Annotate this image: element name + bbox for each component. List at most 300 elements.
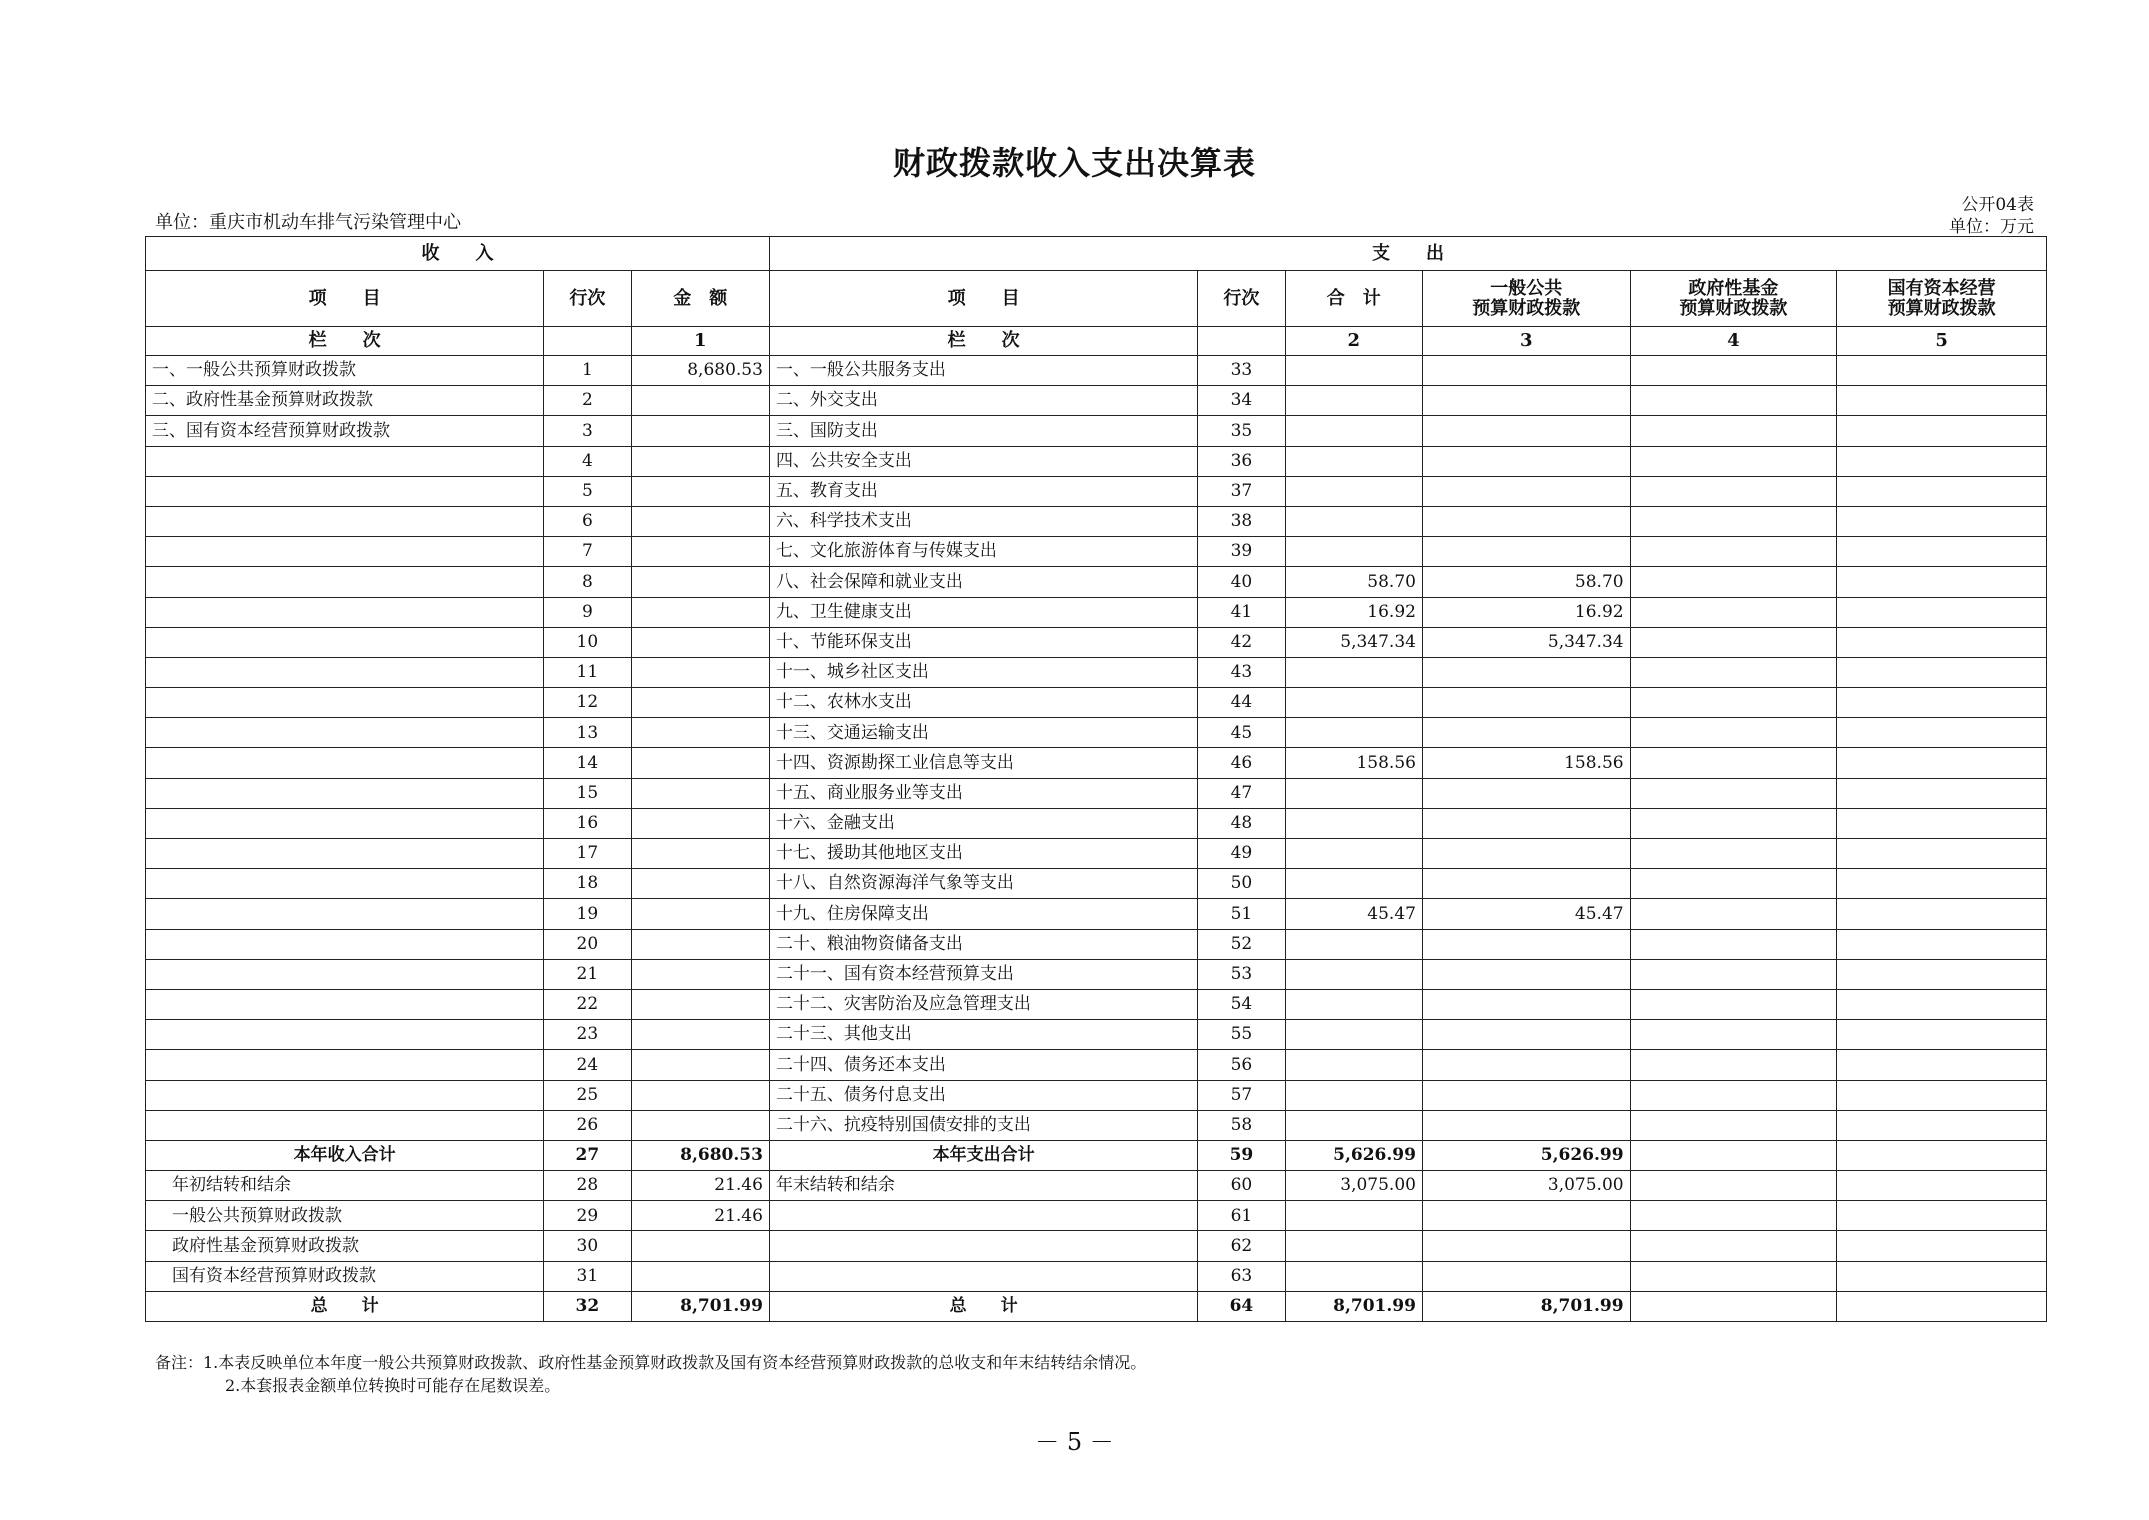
col-number-4: 4 [1630, 327, 1837, 356]
table-row [146, 1050, 2047, 1080]
expense-general-public-cell [1422, 808, 1630, 838]
expense-gov-fund-cell [1630, 356, 1837, 386]
table-row [146, 537, 2047, 567]
expense-total-cell [1285, 778, 1422, 808]
expense-item-header: 项 目 [769, 271, 1197, 327]
col-number-1: 1 [631, 327, 769, 356]
income-header: 收 入 [146, 237, 770, 271]
expense-rowno-cell: 39 [1198, 537, 1285, 567]
income-item-cell [146, 567, 544, 597]
expense-gov-fund-cell [1630, 1050, 1837, 1080]
general-public-header-text: 一般公共 预算财政拨款 [1472, 277, 1581, 319]
income-amount-header: 金 额 [631, 271, 769, 327]
income-amount-cell: 8,680.53 [631, 1140, 769, 1170]
expense-rowno-cell: 34 [1198, 386, 1285, 416]
expense-state-capital-cell [1837, 778, 2047, 808]
expense-rowno-cell: 43 [1198, 657, 1285, 687]
income-amount-cell [631, 627, 769, 657]
expense-general-public-cell [1422, 537, 1630, 567]
expense-total-cell [1285, 1080, 1422, 1110]
expense-state-capital-cell [1837, 1231, 2047, 1261]
expense-state-capital-cell [1837, 476, 2047, 506]
expense-item-cell: 总 计 [769, 1291, 1197, 1321]
expense-general-public-cell [1422, 386, 1630, 416]
income-rowno-cell: 15 [544, 778, 631, 808]
income-item-cell: 本年收入合计 [146, 1140, 544, 1170]
income-rowno-cell: 23 [544, 1020, 631, 1050]
table-row [146, 688, 2047, 718]
income-item-cell [146, 1050, 544, 1080]
expense-rowno-header: 行次 [1198, 271, 1285, 327]
expense-general-public-cell: 8,701.99 [1422, 1291, 1630, 1321]
expense-item-cell: 六、科学技术支出 [769, 506, 1197, 536]
expense-gov-fund-cell [1630, 386, 1837, 416]
expense-item-cell: 年末结转和结余 [769, 1171, 1197, 1201]
expense-rowno-cell: 42 [1198, 627, 1285, 657]
income-rowno-cell: 1 [544, 356, 631, 386]
expense-rowno-cell: 64 [1198, 1291, 1285, 1321]
expense-gov-fund-cell [1630, 688, 1837, 718]
expense-item-cell: 十一、城乡社区支出 [769, 657, 1197, 687]
income-rowno-cell: 8 [544, 567, 631, 597]
expense-rowno-cell: 57 [1198, 1080, 1285, 1110]
expense-total-cell [1285, 808, 1422, 838]
expense-header: 支 出 [769, 237, 2046, 271]
expense-gov-fund-cell [1630, 1261, 1837, 1291]
expense-item-cell: 十八、自然资源海洋气象等支出 [769, 869, 1197, 899]
income-item-cell [146, 778, 544, 808]
income-amount-cell: 21.46 [631, 1201, 769, 1231]
expense-gov-fund-cell [1630, 718, 1837, 748]
expense-total-cell: 45.47 [1285, 899, 1422, 929]
expense-rowno-cell: 33 [1198, 356, 1285, 386]
expense-general-public-cell [1422, 989, 1630, 1019]
expense-col-blank [1198, 327, 1285, 356]
expense-item-cell: 十三、交通运输支出 [769, 718, 1197, 748]
income-amount-cell [631, 446, 769, 476]
expense-general-public-cell [1422, 959, 1630, 989]
carry-row [146, 1231, 2047, 1261]
expense-rowno-cell: 50 [1198, 869, 1285, 899]
expense-state-capital-cell [1837, 808, 2047, 838]
income-item-cell: 一、一般公共预算财政拨款 [146, 356, 544, 386]
expense-item-cell: 四、公共安全支出 [769, 446, 1197, 476]
expense-item-cell: 十七、援助其他地区支出 [769, 839, 1197, 869]
header-row-section [146, 237, 2047, 271]
expense-rowno-cell: 62 [1198, 1231, 1285, 1261]
expense-general-public-cell [1422, 356, 1630, 386]
expense-general-public-cell [1422, 476, 1630, 506]
expense-rowno-cell: 44 [1198, 688, 1285, 718]
expense-general-public-cell [1422, 688, 1630, 718]
income-rowno-cell: 29 [544, 1201, 631, 1231]
income-rowno-cell: 24 [544, 1050, 631, 1080]
expense-state-capital-cell [1837, 1140, 2047, 1170]
income-amount-cell [631, 899, 769, 929]
finance-table [145, 236, 2047, 1322]
expense-gov-fund-cell [1630, 537, 1837, 567]
income-rowno-cell: 20 [544, 929, 631, 959]
expense-state-capital-cell [1837, 356, 2047, 386]
expense-gov-fund-cell [1630, 1140, 1837, 1170]
expense-total-cell [1285, 506, 1422, 536]
expense-gov-fund-cell [1630, 416, 1837, 446]
income-item-cell: 二、政府性基金预算财政拨款 [146, 386, 544, 416]
income-amount-cell [631, 989, 769, 1019]
income-item-cell [146, 1020, 544, 1050]
expense-total-header: 合 计 [1285, 271, 1422, 327]
table-row [146, 989, 2047, 1019]
table-row [146, 869, 2047, 899]
expense-rowno-cell: 40 [1198, 567, 1285, 597]
expense-rowno-cell: 58 [1198, 1110, 1285, 1140]
expense-total-cell [1285, 718, 1422, 748]
expense-state-capital-cell [1837, 657, 2047, 687]
expense-state-capital-cell [1837, 748, 2047, 778]
income-rowno-cell: 31 [544, 1261, 631, 1291]
expense-rowno-cell: 54 [1198, 989, 1285, 1019]
income-rowno-cell: 6 [544, 506, 631, 536]
income-amount-cell [631, 1020, 769, 1050]
expense-state-capital-cell [1837, 1171, 2047, 1201]
page-number: － 5 － [1035, 1428, 1114, 1456]
income-item-cell [146, 537, 544, 567]
expense-rowno-cell: 35 [1198, 416, 1285, 446]
income-rowno-cell: 16 [544, 808, 631, 838]
income-item-cell [146, 597, 544, 627]
expense-total-cell [1285, 1201, 1422, 1231]
expense-general-public-cell [1422, 1080, 1630, 1110]
expense-total-cell [1285, 386, 1422, 416]
income-item-cell [146, 506, 544, 536]
expense-gov-fund-cell [1630, 1291, 1837, 1321]
table-row [146, 597, 2047, 627]
income-rowno-cell: 3 [544, 416, 631, 446]
expense-general-public-cell [1422, 1020, 1630, 1050]
note-2: 2.本套报表金额单位转换时可能存在尾数误差。 [225, 1376, 561, 1396]
table-row [146, 718, 2047, 748]
expense-general-public-cell [1422, 929, 1630, 959]
income-rowno-cell: 11 [544, 657, 631, 687]
table-row [146, 627, 2047, 657]
expense-gov-fund-cell [1630, 657, 1837, 687]
income-amount-cell [631, 1110, 769, 1140]
gov-fund-header-text: 政府性基金 预算财政拨款 [1679, 277, 1788, 319]
expense-state-capital-cell [1837, 1020, 2047, 1050]
income-rowno-header: 行次 [544, 271, 631, 327]
expense-rowno-cell: 51 [1198, 899, 1285, 929]
state-capital-header-text: 国有资本经营 预算财政拨款 [1887, 277, 1996, 319]
expense-gov-fund-cell [1630, 1231, 1837, 1261]
income-rowno-cell: 32 [544, 1291, 631, 1321]
expense-rowno-cell: 55 [1198, 1020, 1285, 1050]
expense-general-public-cell [1422, 416, 1630, 446]
table-row [146, 506, 2047, 536]
expense-total-cell [1285, 416, 1422, 446]
income-amount-cell [631, 416, 769, 446]
income-amount-cell [631, 1261, 769, 1291]
expense-gov-fund-cell [1630, 748, 1837, 778]
expense-general-public-cell [1422, 869, 1630, 899]
expense-total-cell [1285, 869, 1422, 899]
notes [155, 1351, 1146, 1397]
expense-general-public-cell: 5,347.34 [1422, 627, 1630, 657]
expense-gov-fund-cell [1630, 1080, 1837, 1110]
expense-total-cell [1285, 688, 1422, 718]
expense-total-cell: 16.92 [1285, 597, 1422, 627]
income-rowno-cell: 17 [544, 839, 631, 869]
report-title: 财政拨款收入支出决算表 [892, 144, 1256, 182]
subtotal-row [146, 1140, 2047, 1170]
expense-item-cell: 十五、商业服务业等支出 [769, 778, 1197, 808]
expense-item-cell: 本年支出合计 [769, 1140, 1197, 1170]
income-item-header: 项 目 [146, 271, 544, 327]
expense-item-cell: 二十二、灾害防治及应急管理支出 [769, 989, 1197, 1019]
header-row-colnums [146, 327, 2047, 356]
expense-state-capital-cell [1837, 839, 2047, 869]
income-item-cell [146, 627, 544, 657]
income-rowno-cell: 22 [544, 989, 631, 1019]
table-row [146, 748, 2047, 778]
expense-state-capital-cell [1837, 506, 2047, 536]
expense-general-public-cell: 158.56 [1422, 748, 1630, 778]
expense-gov-fund-cell [1630, 567, 1837, 597]
expense-item-cell: 八、社会保障和就业支出 [769, 567, 1197, 597]
expense-rowno-cell: 52 [1198, 929, 1285, 959]
income-item-cell: 三、国有资本经营预算财政拨款 [146, 416, 544, 446]
expense-item-cell: 二十四、债务还本支出 [769, 1050, 1197, 1080]
expense-gov-fund-cell [1630, 989, 1837, 1019]
expense-general-public-cell: 45.47 [1422, 899, 1630, 929]
expense-gov-fund-cell [1630, 839, 1837, 869]
expense-state-capital-cell [1837, 869, 2047, 899]
expense-item-cell [769, 1231, 1197, 1261]
expense-item-cell: 十、节能环保支出 [769, 627, 1197, 657]
expense-item-cell: 二十、粮油物资储备支出 [769, 929, 1197, 959]
expense-rowno-cell: 48 [1198, 808, 1285, 838]
income-rowno-cell: 2 [544, 386, 631, 416]
expense-state-capital-cell [1837, 1050, 2047, 1080]
expense-rowno-cell: 56 [1198, 1050, 1285, 1080]
table-row [146, 386, 2047, 416]
expense-general-public-cell [1422, 1231, 1630, 1261]
expense-state-capital-cell [1837, 597, 2047, 627]
expense-total-cell [1285, 1020, 1422, 1050]
expense-general-public-cell [1422, 718, 1630, 748]
expense-item-cell: 二十一、国有资本经营预算支出 [769, 959, 1197, 989]
expense-gov-fund-cell [1630, 1110, 1837, 1140]
income-amount-cell [631, 1080, 769, 1110]
expense-rowno-cell: 45 [1198, 718, 1285, 748]
expense-gov-fund-cell [1630, 778, 1837, 808]
expense-item-cell: 五、教育支出 [769, 476, 1197, 506]
expense-state-capital-cell [1837, 537, 2047, 567]
expense-general-public-cell: 5,626.99 [1422, 1140, 1630, 1170]
income-rowno-cell: 7 [544, 537, 631, 567]
income-item-cell [146, 446, 544, 476]
grand-total-row [146, 1291, 2047, 1321]
note-1: 备注：1.本表反映单位本年度一般公共预算财政拨款、政府性基金预算财政拨款及国有资本经营预算财政拨款的总收支和年末结转结余情况。 [155, 1353, 1147, 1372]
expense-total-cell [1285, 446, 1422, 476]
income-rowno-cell: 18 [544, 869, 631, 899]
form-code: 公开04表 [1961, 195, 2034, 215]
table-row [146, 1110, 2047, 1140]
expense-general-public-cell [1422, 657, 1630, 687]
expense-state-capital-cell [1837, 1261, 2047, 1291]
expense-general-public-cell [1422, 1261, 1630, 1291]
expense-item-cell: 二、外交支出 [769, 386, 1197, 416]
expense-rowno-cell: 61 [1198, 1201, 1285, 1231]
income-amount-cell: 8,680.53 [631, 356, 769, 386]
expense-rowno-cell: 59 [1198, 1140, 1285, 1170]
table-row [146, 657, 2047, 687]
income-amount-cell [631, 778, 769, 808]
expense-general-public-cell: 16.92 [1422, 597, 1630, 627]
income-col-label: 栏 次 [146, 327, 544, 356]
income-amount-cell [631, 537, 769, 567]
col-number-2: 2 [1285, 327, 1422, 356]
table-row [146, 1080, 2047, 1110]
header-row-columns [146, 271, 2047, 327]
income-rowno-cell: 19 [544, 899, 631, 929]
expense-total-cell [1285, 1231, 1422, 1261]
income-item-cell: 一般公共预算财政拨款 [146, 1201, 544, 1231]
expense-state-capital-cell [1837, 989, 2047, 1019]
expense-state-capital-cell [1837, 1080, 2047, 1110]
income-amount-cell [631, 567, 769, 597]
expense-item-cell: 一、一般公共服务支出 [769, 356, 1197, 386]
expense-state-capital-cell [1837, 446, 2047, 476]
expense-gov-fund-cell [1630, 929, 1837, 959]
state-capital-header [1837, 271, 2047, 327]
expense-general-public-cell [1422, 1201, 1630, 1231]
expense-item-cell: 十六、金融支出 [769, 808, 1197, 838]
income-amount-cell [631, 506, 769, 536]
expense-state-capital-cell [1837, 688, 2047, 718]
expense-total-cell: 5,626.99 [1285, 1140, 1422, 1170]
expense-state-capital-cell [1837, 899, 2047, 929]
expense-state-capital-cell [1837, 1110, 2047, 1140]
expense-gov-fund-cell [1630, 446, 1837, 476]
income-rowno-cell: 25 [544, 1080, 631, 1110]
expense-general-public-cell: 3,075.00 [1422, 1171, 1630, 1201]
income-item-cell: 国有资本经营预算财政拨款 [146, 1261, 544, 1291]
expense-total-cell [1285, 839, 1422, 869]
income-item-cell [146, 869, 544, 899]
table-row [146, 959, 2047, 989]
expense-rowno-cell: 46 [1198, 748, 1285, 778]
expense-item-cell: 十九、住房保障支出 [769, 899, 1197, 929]
income-amount-cell: 8,701.99 [631, 1291, 769, 1321]
income-rowno-cell: 27 [544, 1140, 631, 1170]
expense-rowno-cell: 36 [1198, 446, 1285, 476]
income-amount-cell [631, 718, 769, 748]
income-rowno-cell: 21 [544, 959, 631, 989]
table-row [146, 929, 2047, 959]
table-row [146, 839, 2047, 869]
expense-general-public-cell [1422, 778, 1630, 808]
income-item-cell [146, 959, 544, 989]
income-amount-cell [631, 1231, 769, 1261]
income-item-cell: 年初结转和结余 [146, 1171, 544, 1201]
expense-state-capital-cell [1837, 567, 2047, 597]
income-rowno-cell: 26 [544, 1110, 631, 1140]
income-item-cell [146, 929, 544, 959]
expense-item-cell [769, 1261, 1197, 1291]
income-item-cell [146, 476, 544, 506]
income-amount-cell [631, 476, 769, 506]
expense-rowno-cell: 60 [1198, 1171, 1285, 1201]
income-amount-cell [631, 386, 769, 416]
expense-general-public-cell [1422, 446, 1630, 476]
income-amount-cell [631, 959, 769, 989]
expense-total-cell [1285, 1110, 1422, 1140]
table-row [146, 1020, 2047, 1050]
table-row [146, 476, 2047, 506]
expense-gov-fund-cell [1630, 506, 1837, 536]
expense-total-cell: 158.56 [1285, 748, 1422, 778]
expense-gov-fund-cell [1630, 1020, 1837, 1050]
income-amount-cell [631, 929, 769, 959]
expense-state-capital-cell [1837, 929, 2047, 959]
income-item-cell [146, 839, 544, 869]
table-row [146, 416, 2047, 446]
income-item-cell: 政府性基金预算财政拨款 [146, 1231, 544, 1261]
expense-rowno-cell: 63 [1198, 1261, 1285, 1291]
expense-total-cell: 58.70 [1285, 567, 1422, 597]
expense-col-label: 栏 次 [769, 327, 1197, 356]
income-rowno-cell: 12 [544, 688, 631, 718]
income-amount-cell [631, 869, 769, 899]
income-rowno-cell: 30 [544, 1231, 631, 1261]
expense-gov-fund-cell [1630, 597, 1837, 627]
income-item-cell [146, 718, 544, 748]
expense-total-cell [1285, 989, 1422, 1019]
expense-item-cell: 九、卫生健康支出 [769, 597, 1197, 627]
expense-rowno-cell: 37 [1198, 476, 1285, 506]
expense-state-capital-cell [1837, 627, 2047, 657]
currency-unit: 单位：万元 [1949, 217, 2034, 237]
income-item-cell [146, 808, 544, 838]
expense-total-cell [1285, 537, 1422, 567]
income-item-cell: 总 计 [146, 1291, 544, 1321]
expense-gov-fund-cell [1630, 899, 1837, 929]
income-rowno-cell: 14 [544, 748, 631, 778]
expense-total-cell [1285, 959, 1422, 989]
expense-state-capital-cell [1837, 1201, 2047, 1231]
expense-total-cell [1285, 1261, 1422, 1291]
expense-gov-fund-cell [1630, 808, 1837, 838]
expense-general-public-cell [1422, 1110, 1630, 1140]
expense-state-capital-cell [1837, 416, 2047, 446]
expense-rowno-cell: 41 [1198, 597, 1285, 627]
col-number-5: 5 [1837, 327, 2047, 356]
expense-gov-fund-cell [1630, 1171, 1837, 1201]
expense-rowno-cell: 49 [1198, 839, 1285, 869]
expense-item-cell: 三、国防支出 [769, 416, 1197, 446]
expense-total-cell [1285, 1050, 1422, 1080]
expense-state-capital-cell [1837, 1291, 2047, 1321]
expense-state-capital-cell [1837, 386, 2047, 416]
income-amount-cell [631, 748, 769, 778]
expense-gov-fund-cell [1630, 1201, 1837, 1231]
income-amount-cell [631, 597, 769, 627]
income-rowno-cell: 9 [544, 597, 631, 627]
income-item-cell [146, 748, 544, 778]
expense-state-capital-cell [1837, 718, 2047, 748]
expense-total-cell [1285, 356, 1422, 386]
expense-item-cell: 十四、资源勘探工业信息等支出 [769, 748, 1197, 778]
